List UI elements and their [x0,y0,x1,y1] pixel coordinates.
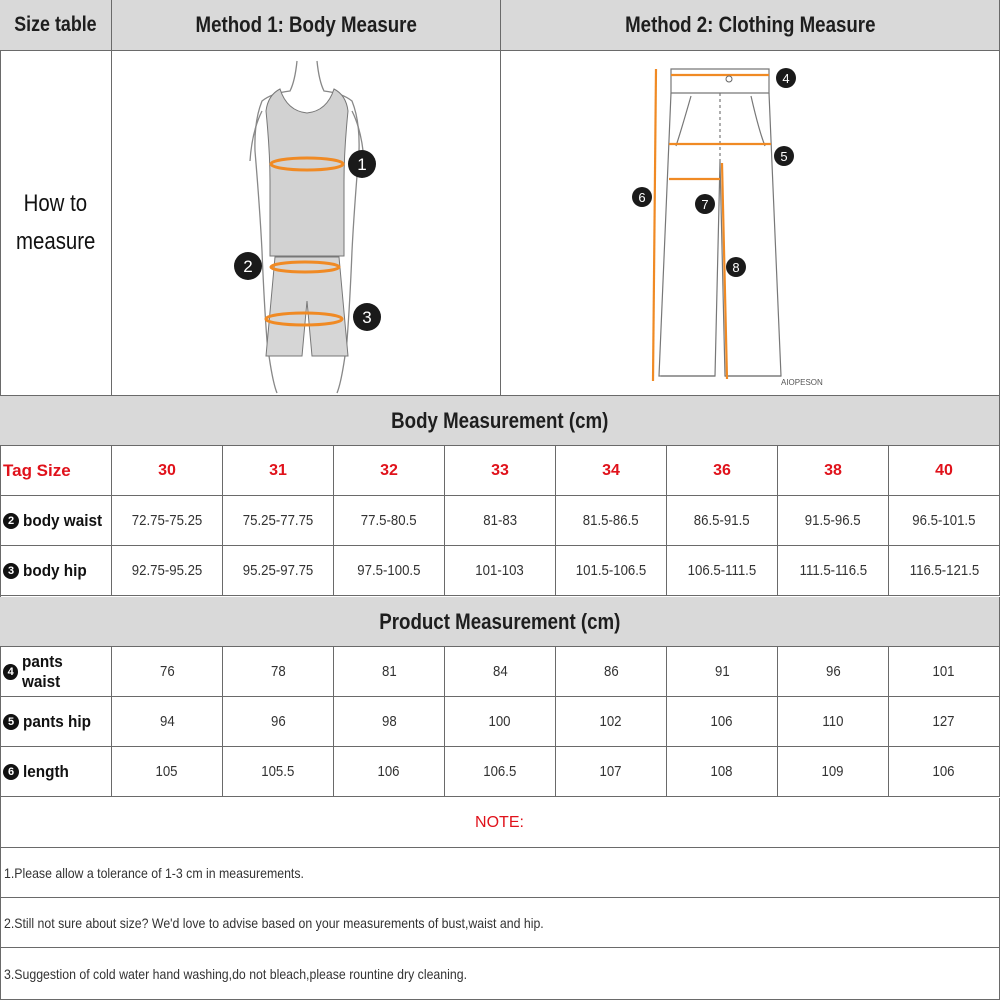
body-hip-value: 101.5-106.5 [575,562,647,579]
pants-waist-value: 86 [603,663,619,680]
marker-3-label: 3 [362,308,372,327]
pants-hip-cell [889,697,1000,747]
length-cell [778,747,889,797]
pants-waist-cell [223,647,334,697]
watermark: AIOPESON [781,378,823,387]
body-hip-cell [778,546,889,596]
pants-hip-value: 106 [710,713,734,730]
body-waist-cell [778,496,889,546]
length-cell [667,747,778,797]
tag-size-value: 33 [491,461,509,479]
marker-6-label: 6 [638,190,646,205]
pants-hip-cell [778,697,889,747]
note-row-1 [0,848,1000,898]
tag-size-value: 36 [713,461,731,479]
length-value: 107 [599,763,623,780]
how-to-line2: measure [15,228,96,255]
marker-2-label: 2 [243,257,253,276]
body-waist-cell [223,496,334,546]
tank-top-shape [266,89,348,256]
pants-hip-cell [445,697,556,747]
measure-line-6 [653,69,656,381]
marker-8-label: 8 [732,260,740,275]
body-waist-value: 96.5-101.5 [912,512,976,529]
body-hip-marker-icon: 3 [3,563,19,579]
tag-size-value: 34 [602,461,620,479]
tag-size-label-cell [0,446,112,496]
body-waist-value: 72.75-75.25 [131,512,203,529]
tag-size-value: 40 [935,461,953,479]
pants-hip-cell [667,697,778,747]
body-hip-cell [556,546,667,596]
method1-header [112,0,501,51]
body-hip-value: 106.5-111.5 [687,562,757,579]
tag-size-cell [778,446,889,496]
length-value: 105.5 [261,763,295,780]
body-hip-cell [112,546,223,596]
length-cell [223,747,334,797]
pants-waist-marker-icon: 4 [3,664,18,680]
pants-hip-label: pants hip [23,711,92,731]
pants-waist-value: 96 [825,663,841,680]
pants-waist-label-cell [0,647,112,697]
tag-size-value: 38 [824,461,842,479]
length-cell [556,747,667,797]
note-row-3 [0,948,1000,1000]
body-hip-value: 116.5-121.5 [909,562,979,579]
pants-waist-value: 81 [381,663,397,680]
body-waist-cell [889,496,1000,546]
pants-waist-cell [556,647,667,697]
length-value: 109 [821,763,845,780]
body-hip-label-cell [0,546,112,596]
body-waist-value: 91.5-96.5 [805,512,861,529]
pants-hip-value: 98 [381,713,397,730]
pants-waist-value: 76 [159,663,175,680]
pants-hip-cell [556,697,667,747]
length-value: 106 [377,763,401,780]
tag-size-cell [556,446,667,496]
body-measurement-title: Body Measurement (cm) [390,407,609,433]
tag-size-cell [667,446,778,496]
body-waist-value: 81.5-86.5 [583,512,639,529]
pants-hip-value: 110 [822,713,844,730]
tag-size-label: Tag Size [3,460,71,480]
marker-1-label: 1 [357,155,367,174]
how-to-line1: How to [23,190,88,217]
tag-size-cell [334,446,445,496]
pants-hip-value: 127 [932,713,956,730]
tag-size-value: 30 [158,461,176,479]
body-figure-cell [112,51,501,396]
length-label-cell [0,747,112,797]
body-hip-value: 101-103 [475,562,525,579]
product-measurement-title: Product Measurement (cm) [378,608,621,634]
pants-waist-label: pants waist [22,651,64,691]
pants-hip-value: 102 [599,713,623,730]
length-cell [334,747,445,797]
note-row-2 [0,898,1000,948]
body-waist-label: body waist [23,510,103,530]
tag-size-value: 32 [380,461,398,479]
pants-hip-cell [223,697,334,747]
note-text-3: 3.Suggestion of cold water hand washing,do not bleach,please rountine dry cleaning. [4,965,468,982]
length-label: length [23,761,69,781]
pants-waist-cell [889,647,1000,697]
body-waist-cell [556,496,667,546]
note-text-1: 1.Please allow a tolerance of 1-3 cm in measurements. [4,864,304,881]
body-hip-value: 95.25-97.75 [242,562,314,579]
tag-size-cell [112,446,223,496]
note-title-row [0,798,1000,848]
length-value: 106.5 [483,763,517,780]
body-hip-cell [334,546,445,596]
tag-size-cell [889,446,1000,496]
note-text-2: 2.Still not sure about size? We'd love to advise based on your measurements of bust,waist and hip. [4,914,544,931]
pants-waist-cell [112,647,223,697]
body-waist-cell [334,496,445,546]
pants-hip-marker-icon: 5 [3,714,19,730]
method2-title: Method 2: Clothing Measure [624,12,876,37]
body-waist-label-cell [0,496,112,546]
tag-size-value: 31 [269,461,287,479]
pants-waist-value: 101 [932,663,956,680]
pants-waist-value: 84 [492,663,508,680]
body-measure-figure [112,51,501,396]
pants-hip-cell [334,697,445,747]
body-hip-cell [223,546,334,596]
pants-waist-cell [778,647,889,697]
length-cell [445,747,556,797]
method1-title: Method 1: Body Measure [195,12,417,37]
length-value: 108 [710,763,734,780]
tag-size-cell [445,446,556,496]
body-waist-value: 75.25-77.75 [242,512,314,529]
body-hip-value: 92.75-95.25 [131,562,203,579]
pants-waist-cell [334,647,445,697]
pants-hip-value: 94 [159,713,175,730]
product-measurement-header [0,597,1000,647]
pants-waist-value: 91 [714,663,730,680]
pants-measure-figure [501,51,1000,396]
body-measurement-header [0,396,1000,446]
note-title: NOTE: [475,813,524,831]
body-hip-value: 97.5-100.5 [357,562,421,579]
pants-hip-label-cell [0,697,112,747]
marker-5-label: 5 [780,149,788,164]
body-hip-value: 111.5-116.5 [799,562,867,579]
body-hip-cell [889,546,1000,596]
marker-4-label: 4 [782,71,790,86]
pants-hip-value: 100 [488,713,512,730]
method2-header [501,0,1000,51]
body-hip-label: body hip [23,560,87,580]
body-hip-cell [445,546,556,596]
body-waist-value: 86.5-91.5 [694,512,750,529]
pants-figure-cell [501,51,1000,396]
how-to-measure-cell [0,51,112,396]
length-cell [112,747,223,797]
body-waist-value: 81-83 [483,512,517,529]
body-waist-value: 77.5-80.5 [361,512,417,529]
tag-size-cell [223,446,334,496]
pants-waist-cell [445,647,556,697]
length-cell [889,747,1000,797]
length-value: 105 [155,763,179,780]
marker-7-label: 7 [701,197,709,212]
pants-waist-value: 78 [270,663,286,680]
pants-waist-cell [667,647,778,697]
body-waist-marker-icon: 2 [3,513,19,529]
pants-hip-cell [112,697,223,747]
size-table-label: Size table [14,13,97,36]
body-waist-cell [445,496,556,546]
length-marker-icon: 6 [3,764,19,780]
size-table-header [0,0,112,51]
body-waist-cell [667,496,778,546]
length-value: 106 [932,763,956,780]
body-waist-cell [112,496,223,546]
body-hip-cell [667,546,778,596]
pants-hip-value: 96 [270,713,286,730]
